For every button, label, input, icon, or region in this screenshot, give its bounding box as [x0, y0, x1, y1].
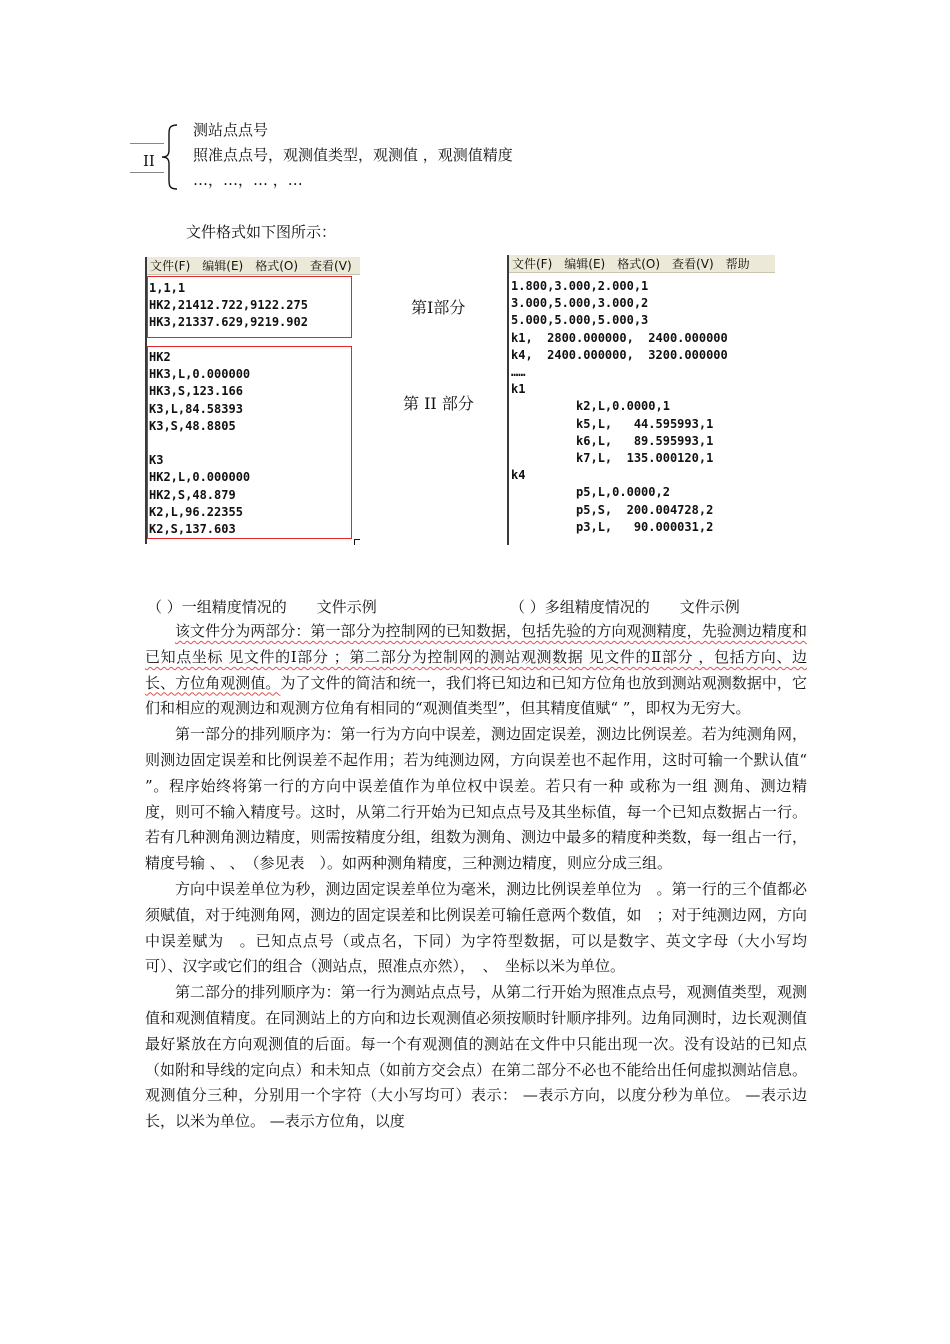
- paragraph-file-structure: [145, 619, 807, 722]
- section-roman-numeral: II: [143, 152, 155, 170]
- bracket-line-station: 测站点点号: [193, 121, 269, 139]
- menu-help[interactable]: 帮助: [725, 257, 750, 271]
- body-text: [145, 619, 807, 1135]
- brace-icon: [160, 124, 180, 190]
- part1-label: 第Ⅰ部分: [411, 298, 466, 317]
- menu-view[interactable]: 查看(V): [310, 259, 352, 273]
- intro-text: 文件格式如下图所示：: [186, 223, 337, 241]
- part2-label: 第 II 部分: [403, 394, 474, 413]
- menu-format[interactable]: 格式(O): [255, 259, 299, 273]
- table-rule-top: [130, 143, 164, 144]
- menu-file[interactable]: 文件(F): [512, 257, 553, 271]
- left-notepad-window: [145, 257, 360, 544]
- right-menubar: [507, 255, 775, 273]
- caption-right: （ ）多组精度情况的 文件示例: [510, 598, 740, 616]
- left-part2-code: HK2 HK3,L,0.000000 HK3,S,123.166 K3,L,84.58393 K3,S,48.8805 K3 HK2,L,0.000000 HK2,S,48.879 K2,L,96.22355 K2,S,137.603: [149, 350, 251, 537]
- paragraph-file-structure-rest: 为了文件的简洁和统一，我们将已知边和已知方位角也放到测站观测数据中，它们和相应的观测边和观测方位角有相同的“观测值类型”，但其精度值赋“ ”，即权为无穷大。: [145, 673, 807, 718]
- left-menubar: [145, 257, 360, 275]
- paragraph-part2-order: 第二部分的排列顺序为：第一行为测站点点号，从第二行开始为照准点点号，观测值类型，观测值和观测值精度。在同测站上的方向和边长观测值必须按顺时针顺序排列。边角同测时，边长观测值最好紧放在方向观测值的后面。每一个有观测值的测站在文件中只能出现一次。没有设站的已知点（如附和导线的定向点）和未知点（如前方交会点）在第二部分不必也不能给出任何虚拟测站信息。观测值分三种，分别用一个字符（大小写均可）表示： —表示方向，以度分秒为单位。 —表示边长，以米为单位。 —表示方位角，以度: [145, 983, 807, 1131]
- menu-file[interactable]: 文件(F): [150, 259, 191, 273]
- left-part1-code: 1,1,1 HK2,21412.722,9122.275 HK3,21337.629,9219.902: [149, 281, 308, 330]
- right-code: 1.800,3.000,2.000,1 3.000,5.000,3.000,2 5.000,5.000,5.000,3 k1, 2800.000000, 2400.000000 k4, 2400.000000, 3200.000000 …… k1 k2,L,0.0000,1 k5,L, 44.595993,1 k6,L, 89.595993,1 k7,L, 135.000120,1 k4 p5,L,0.0000,2 p5,S, 200.004728,2 p3,L, 90.000031,2: [511, 279, 728, 534]
- caption-left: （ ）一组精度情况的 文件示例: [147, 598, 377, 616]
- text-cursor: [354, 539, 360, 545]
- paragraph-part1-order: 第一部分的排列顺序为：第一行为方向中误差，测边固定误差，测边比例误差。若为纯测角网，则测边固定误差和比例误差不起作用；若为纯测边网，方向误差也不起作用，这时可输一个默认值“ ”。程序始终将第一行的方向中误差值作为单位权中误差。若只有一种 或称为一组 测角、测边精度，则可不输入精度号。这时，从第二行开始为已知点点号及其坐标值，每一个已知点数据占一行。若有几种测角测边精度，则需按精度分组，组数为测角、测边中最多的精度种类数，每一组占一行，精度号输 、 、 （参见表 ）。如两种测角精度，三种测边精度，则应分成三组。: [145, 725, 807, 873]
- menu-edit[interactable]: 编辑(E): [202, 259, 244, 273]
- table-rule-bottom: [130, 172, 164, 173]
- bracket-line-target: 照准点点号，观测值类型，观测值 ，观测值精度: [193, 146, 513, 164]
- wavy-underlined-text: 该文件分为两部分：第一部分为控制网的已知数据，包括先验的方向观测精度，先验测边精度和已知点坐标 见文件的Ⅰ部分 ；第二部分为控制网的测站观测数据 见文件的Ⅱ部分 ，包括方向、边长、方位角观测值。: [145, 622, 807, 692]
- bracket-line-ellipsis: …，…，… ，…: [193, 171, 303, 189]
- right-window-edge: [507, 255, 509, 545]
- menu-view[interactable]: 查看(V): [672, 257, 714, 271]
- paragraph-units: 方向中误差单位为秒，测边固定误差单位为毫米，测边比例误差单位为 。第一行的三个值都必须赋值，对于纯测角网，测边的固定误差和比例误差可输任意两个数值，如 ；对于纯测边网，方向中误差赋为 。已知点点号（或点名，下同）为字符型数据，可以是数字、英文字母（大小写均可）、汉字或它们的组合（测站点，照准点亦然）， 、 坐标以米为单位。: [145, 879, 807, 976]
- menu-edit[interactable]: 编辑(E): [564, 257, 606, 271]
- menu-format[interactable]: 格式(O): [617, 257, 661, 271]
- right-notepad-window: [507, 255, 775, 545]
